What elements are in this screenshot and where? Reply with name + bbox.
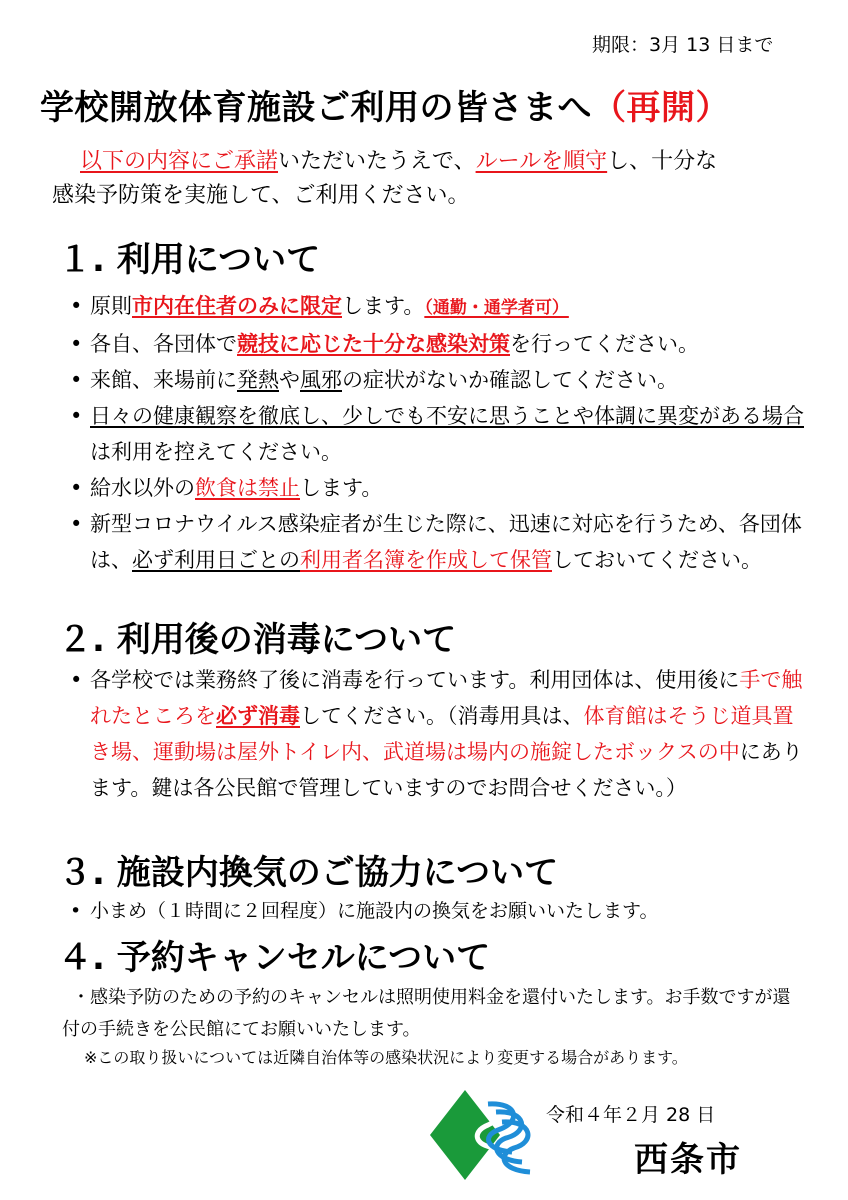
item-underlined: 風邪 [300,368,342,392]
item-text: や [279,368,300,392]
list-item [68,288,808,326]
list-item [68,362,808,398]
section4-text [62,982,802,1046]
list-item [68,470,808,506]
section1-list [68,288,808,578]
item-text: 各自、各団体で [90,332,237,356]
section4-heading: ４. 予約キャンセルについて [58,938,491,978]
intro-rules: ルールを順守 [475,149,608,174]
item-text: 原則 [90,294,132,318]
city-logo [430,1090,540,1184]
page-title [40,80,730,129]
list-item [68,662,808,806]
issue-date: 令和４年２月 28 日 [546,1104,716,1126]
item-highlight: 飲食は禁止 [195,476,300,500]
list-item [68,398,808,470]
item-text: 給水以外の [90,476,195,500]
item-highlight: 競技に応じた十分な感染対策 [237,332,510,356]
item-highlight: （通勤・通学者可） [424,298,569,318]
item-highlight: 体育館はそうじ道具置き場、運動場は屋外トイレ内、武道場は場内の施錠したボックスの中 [90,704,794,764]
item-text: します。 [342,294,425,318]
note-text: ※この取り扱いについては近隣自治体等の感染状況により変更する場合があります。 [84,1048,688,1067]
list-item [68,506,808,578]
item-text: してください。（消毒用具は、 [300,704,584,728]
item-text: しておいてください。 [552,548,762,572]
section3-heading: ３. 施設内換気のご協力について [58,853,559,893]
item-highlight: 必ず消毒 [216,704,300,728]
section2-heading: ２. 利用後の消毒について [58,620,457,660]
item-highlight: 手で触れたところを [90,668,803,728]
item-text: 新型コロナウイルス感染症者が生じた際に、迅速に対応を行うため、各団体は、 [90,512,802,572]
deadline-text: 期限：3月 13 日まで [592,34,774,56]
item-highlight: 利用者名簿を作成して保管 [300,548,552,572]
item-text: 来館、来場前に [90,368,237,392]
section1-heading: １. 利用について [58,240,321,280]
city-name: 西条市 [634,1140,742,1180]
title-reopen: （再開） [592,88,730,128]
title-main: 学校開放体育施設ご利用の皆さまへ [40,88,592,128]
item-highlight: 市内在住者のみに限定 [132,294,342,318]
city-emblem-icon [430,1090,540,1180]
item-text: は利用を控えてください。 [90,440,342,464]
item-text: します。 [300,476,383,500]
intro-text: いただいたうえで、 [278,149,476,174]
item-text: 各学校では業務終了後に消毒を行っています。利用団体は、使用後に [90,668,740,692]
item-text: にあります。鍵は各公民館で管理していますのでお問合せください。） [90,740,803,800]
section4-body: ・感染予防のための予約のキャンセルは照明使用料金を還付いたします。お手数ですが還付の手続きを公民館にてお願いいたします。 [62,987,791,1040]
item-underlined: 発熱 [237,368,279,392]
intro-text-3: 感染予防策を実施して、ご利用ください。 [52,183,470,208]
item-underlined: 必ず利用日ごとの [132,548,300,572]
intro-text-2: し、十分な [607,149,718,174]
item-underlined: 日々の健康観察を徹底し、少しでも不安に思うことや体調に異変がある場合 [90,404,804,428]
intro-paragraph [52,145,812,213]
list-item: • 小まめ（１時間に２回程度）に施設内の換気をお願いいたします。 [68,893,808,929]
list-item [68,326,808,362]
item-text: を行ってください。 [510,332,699,356]
intro-consent: 以下の内容にご承諾 [80,149,279,174]
item-text: の症状がないか確認してください。 [342,368,678,392]
section3-list [68,893,808,929]
section2-list [68,662,808,806]
